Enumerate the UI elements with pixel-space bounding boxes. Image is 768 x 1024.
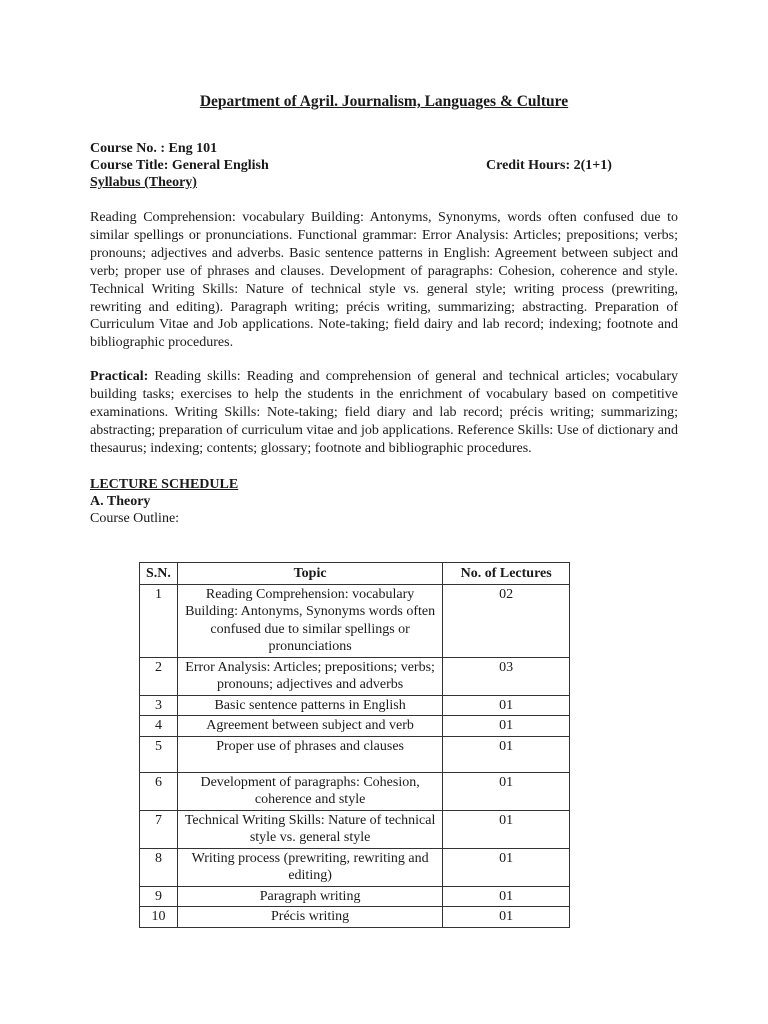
cell-sn: 4 bbox=[140, 716, 178, 737]
syllabus-heading: Syllabus (Theory) bbox=[90, 175, 197, 190]
course-number-text: Course No. : Eng 101 bbox=[90, 141, 218, 156]
cell-lectures: 03 bbox=[443, 657, 570, 695]
header-sn: S.N. bbox=[140, 563, 178, 585]
cell-topic: Proper use of phrases and clauses bbox=[177, 736, 442, 772]
department-title: Department of Agril. Journalism, Languages & Culture bbox=[199, 93, 569, 110]
cell-lectures: 01 bbox=[443, 695, 570, 716]
cell-lectures: 01 bbox=[443, 736, 570, 772]
document-page bbox=[90, 92, 678, 527]
cell-sn: 9 bbox=[140, 886, 178, 907]
cell-sn: 8 bbox=[140, 848, 178, 886]
table-row bbox=[140, 695, 570, 716]
cell-topic: Paragraph writing bbox=[177, 886, 442, 907]
cell-topic: Technical Writing Skills: Nature of technical style vs. general style bbox=[177, 810, 442, 848]
cell-sn: 3 bbox=[140, 695, 178, 716]
practical-text: Reading skills: Reading and comprehension of general and technical articles; vocabulary building tasks; exercises to help the students in the enrichment of vocabulary based on competitive examinations. Writing Skills: Note-taking; field diary and lab record; précis writing; summarizing; abstracting; preparation of curriculum vitae and job applications. Reference Skills: Use of dictionary and thesaurus; indexing; contents; glossary; footnote and bibliographic procedures. bbox=[90, 369, 678, 456]
cell-sn: 6 bbox=[140, 772, 178, 810]
course-title: Course Title: General English bbox=[90, 158, 269, 173]
lecture-table bbox=[139, 562, 570, 928]
header-topic: Topic bbox=[177, 563, 442, 585]
credit-hours: Credit Hours: 2(1+1) bbox=[486, 158, 612, 173]
table-row bbox=[140, 772, 570, 810]
cell-lectures: 01 bbox=[443, 810, 570, 848]
table-row bbox=[140, 736, 570, 772]
theory-section-heading: A. Theory bbox=[90, 493, 151, 509]
header-lectures: No. of Lectures bbox=[443, 563, 570, 585]
cell-sn: 5 bbox=[140, 736, 178, 772]
theory-syllabus-paragraph: Reading Comprehension: vocabulary Building: Antonyms, Synonyms, words often confused due to similar spellings or pronunciations. Functional grammar: Error Analysis: Articles; prepositions; verbs; pronouns; adjectives and adverbs. Basic sentence patterns in English: Agreement between subject and verb; proper use of phrases and clauses. Development of paragraphs: Cohesion, coherence and style. Technical Writing Skills: Nature of technical style vs. general style; writing process (prewriting, rewriting and editing). Paragraph writing; précis writing, summarizing; abstracting. Preparation of Curriculum Vitae and Job applications. Note-taking; field dairy and lab record; indexing; footnote and bibliographic procedures. bbox=[90, 210, 678, 351]
cell-topic: Writing process (prewriting, rewriting and editing) bbox=[177, 848, 442, 886]
course-outline-label: Course Outline: bbox=[90, 510, 180, 526]
practical-label: Practical: bbox=[90, 369, 149, 385]
practical-paragraph bbox=[90, 368, 678, 458]
cell-lectures: 01 bbox=[443, 886, 570, 907]
table-row bbox=[140, 584, 570, 657]
cell-lectures: 01 bbox=[443, 772, 570, 810]
cell-topic: Précis writing bbox=[177, 907, 442, 928]
table-row bbox=[140, 810, 570, 848]
course-title-line bbox=[90, 157, 678, 174]
cell-sn: 10 bbox=[140, 907, 178, 928]
table-row bbox=[140, 886, 570, 907]
cell-topic: Agreement between subject and verb bbox=[177, 716, 442, 737]
cell-sn: 7 bbox=[140, 810, 178, 848]
table-row bbox=[140, 657, 570, 695]
cell-topic: Error Analysis: Articles; prepositions; verbs; pronouns; adjectives and adverbs bbox=[177, 657, 442, 695]
cell-sn: 1 bbox=[140, 584, 178, 657]
cell-lectures: 01 bbox=[443, 716, 570, 737]
table-row bbox=[140, 848, 570, 886]
cell-lectures: 01 bbox=[443, 907, 570, 928]
table-row bbox=[140, 907, 570, 928]
lecture-schedule-heading: LECTURE SCHEDULE bbox=[90, 476, 239, 492]
cell-topic: Reading Comprehension: vocabulary Building: Antonyms, Synonyms words often confused due to similar spellings or pronunciations bbox=[177, 584, 442, 657]
cell-topic: Basic sentence patterns in English bbox=[177, 695, 442, 716]
cell-topic: Development of paragraphs: Cohesion, coherence and style bbox=[177, 772, 442, 810]
cell-lectures: 02 bbox=[443, 584, 570, 657]
course-number bbox=[90, 140, 678, 157]
table-header-row bbox=[140, 563, 570, 585]
cell-sn: 2 bbox=[140, 657, 178, 695]
table-row bbox=[140, 716, 570, 737]
cell-lectures: 01 bbox=[443, 848, 570, 886]
